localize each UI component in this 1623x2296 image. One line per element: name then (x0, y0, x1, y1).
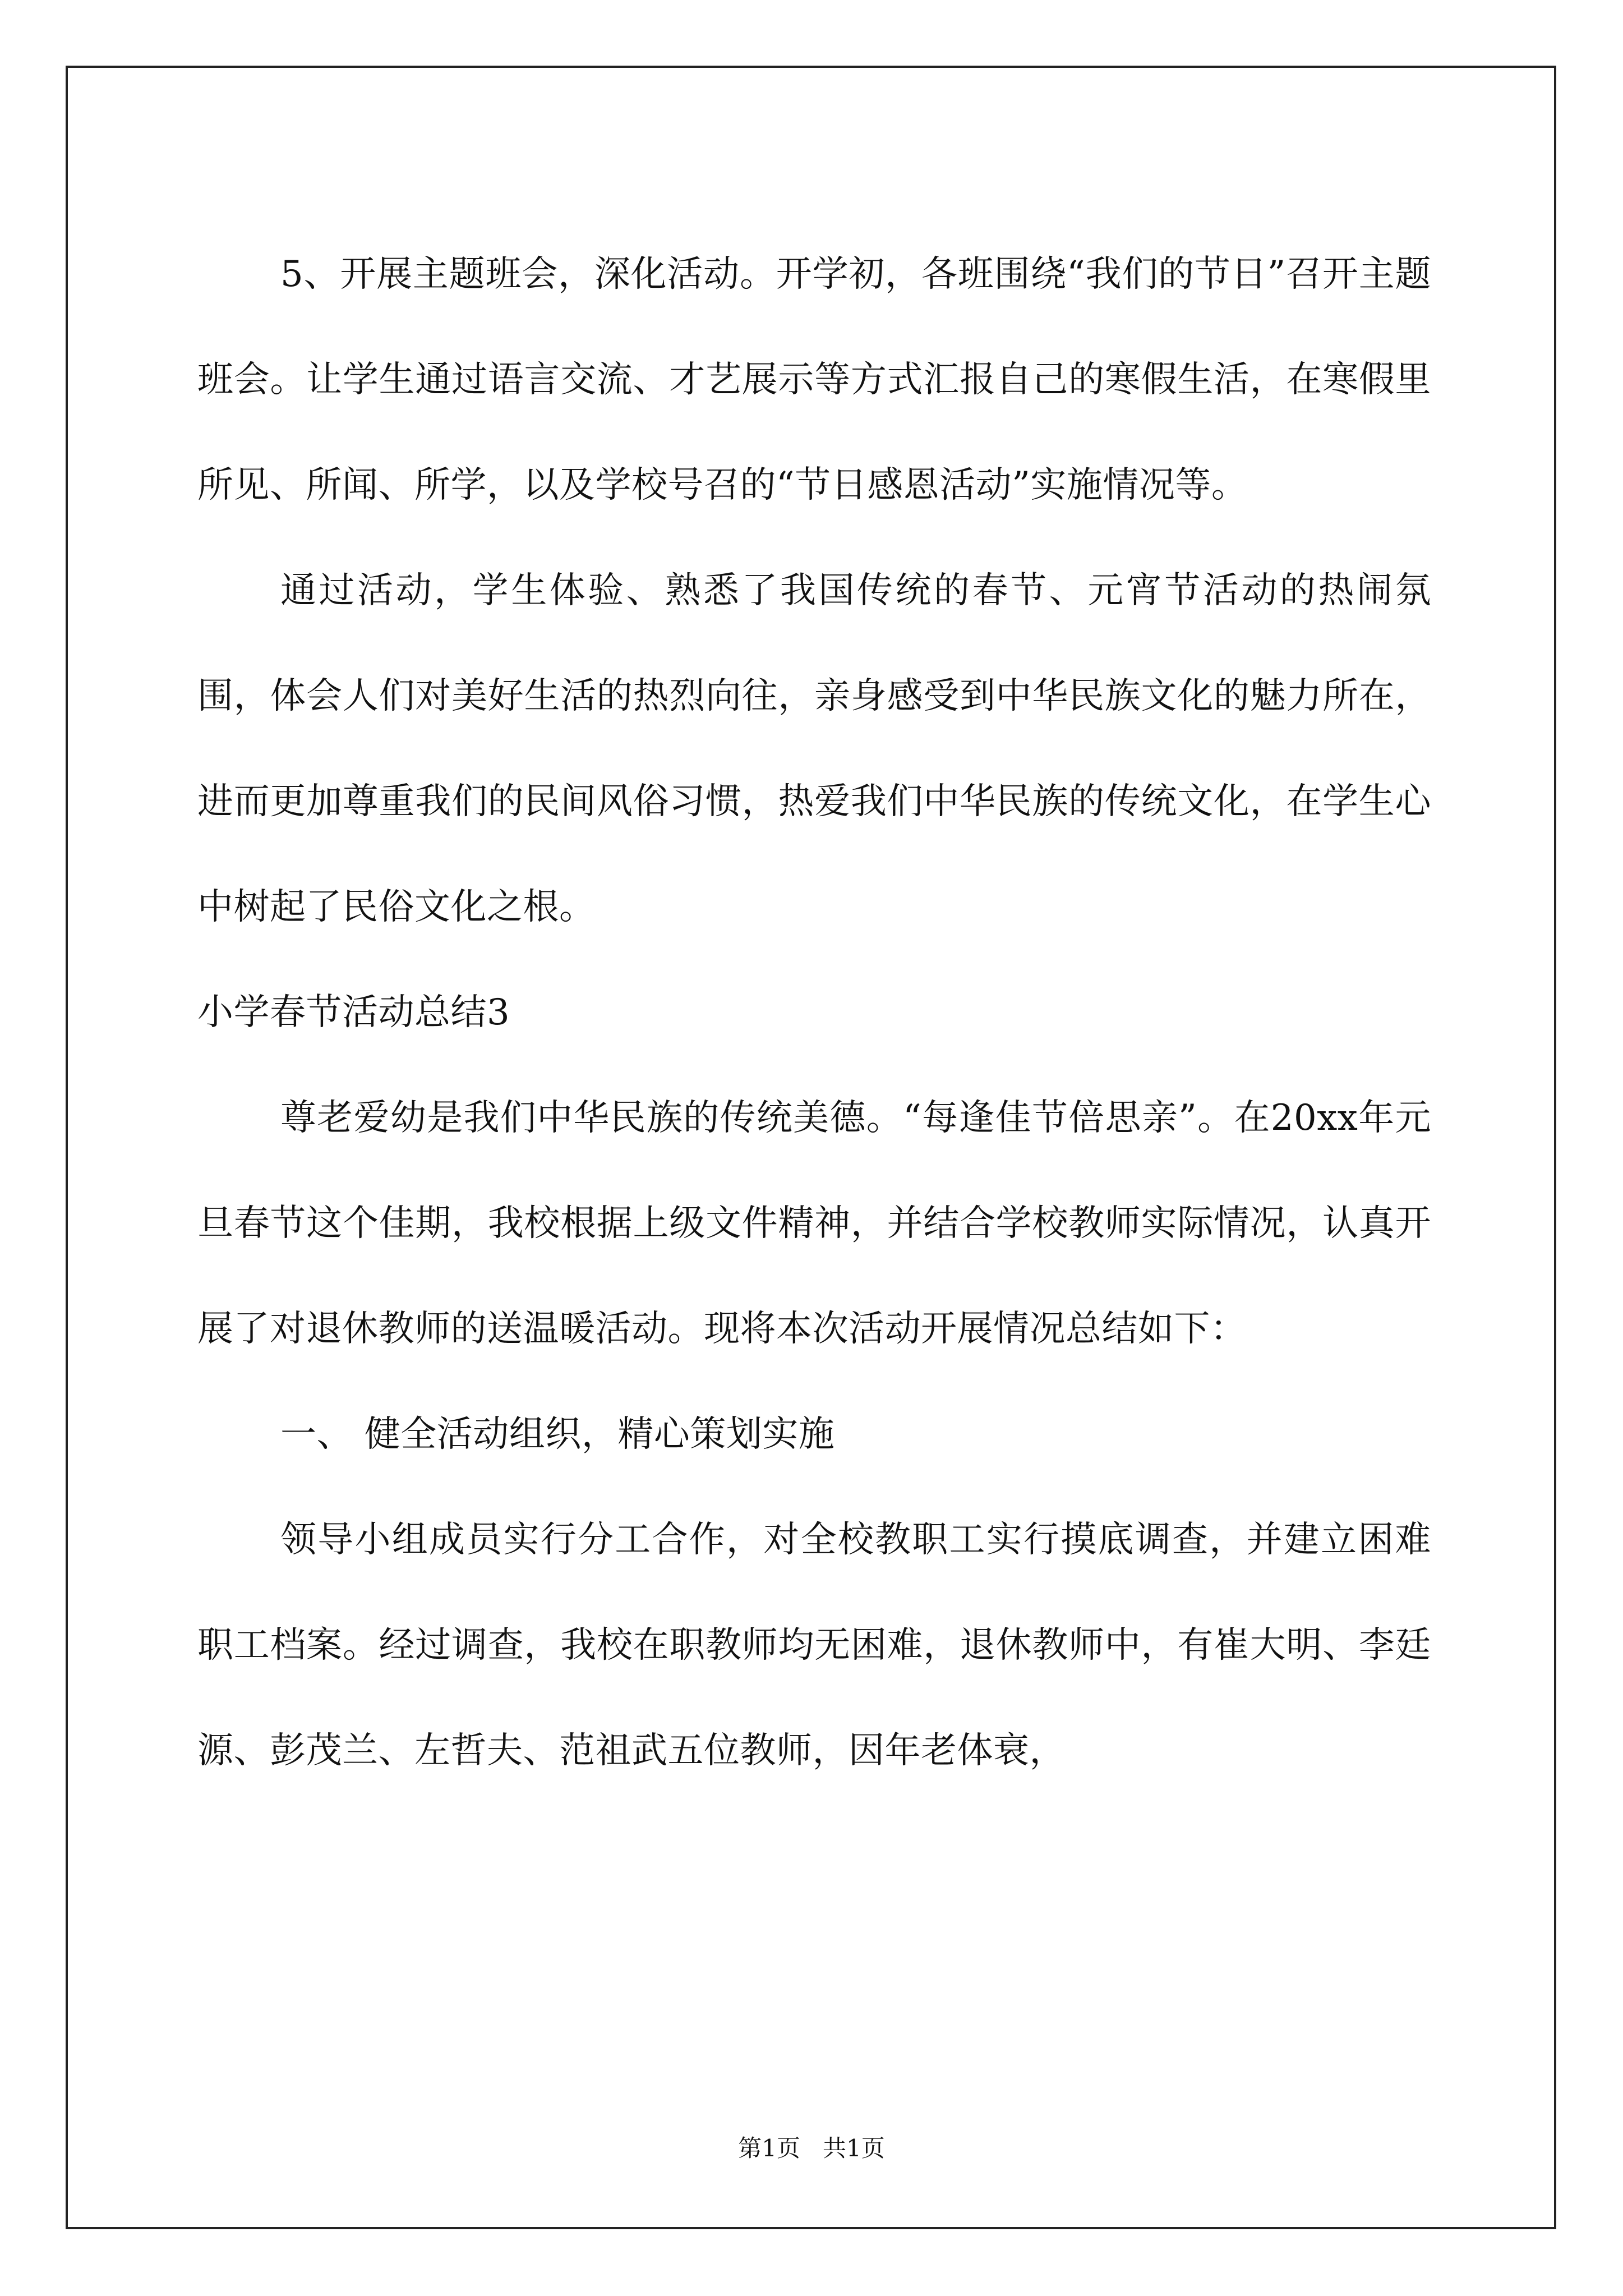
subheading-organize-activity: 一、 健全活动组织，精心策划实施 (280, 1414, 835, 1455)
paragraph-respect-elders: 尊老爱幼是我们中华民族的传统美德。“每逢佳节倍思亲”。在20xx年元旦春节这个佳期，我校根据上级文件精神，并结合学校教师实际情况，认真开展了对退休教师的送温暖活动。现将本次活动开展情况总结如下： (197, 1097, 1431, 1350)
page-footer (0, 2132, 1623, 2165)
paragraph-theme-class-meeting: 5、开展主题班会，深化活动。开学初，各班围绕“我们的节日”召开主题班会。让学生通过语言交流、才艺展示等方式汇报自己的寒假生活，在寒假里所见、所闻、所学，以及学校号召的“节日感恩活动”实施情况等。 (197, 254, 1431, 506)
paragraph-leadership-group: 领导小组成员实行分工合作，对全校教职工实行摸底调查，并建立困难职工档案。经过调查，我校在职教师均无困难，退休教师中，有崔大明、李廷源、彭茂兰、左哲夫、范祖武五位教师，因年老体衰， (197, 1519, 1431, 1772)
page-number: 第1页 共1页 (738, 2134, 885, 2162)
document-body (197, 222, 1431, 1803)
section-heading: 小学春节活动总结3 (197, 992, 510, 1033)
paragraph-activity-outcome: 通过活动，学生体验、熟悉了我国传统的春节、元宵节活动的热闹氛围，体会人们对美好生活的热烈向往，亲身感受到中华民族文化的魅力所在，进而更加尊重我们的民间风俗习惯，热爱我们中华民族的传统文化，在学生心中树起了民俗文化之根。 (197, 570, 1431, 928)
